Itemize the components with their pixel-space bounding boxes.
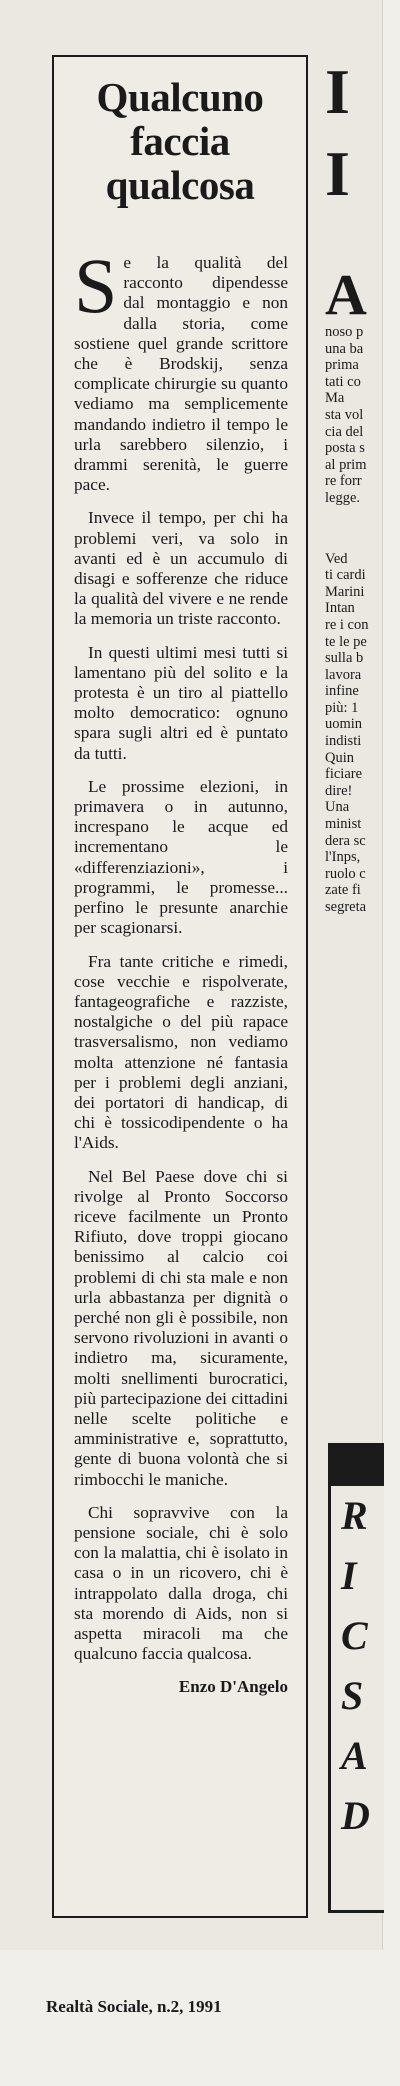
article-paragraph-5: Fra tante critiche e rimedi, cose vecchie e rispolverate, fantageografiche e razziste, nostalgiche o del più rapace trasversalismo, non vediamo molta attenzione né fantasia per i problemi degli anziani, dei portatori di handicap, di chi è tossicodipendente o ha l'Aids.	[74, 951, 288, 1153]
sidebar-letter: C	[341, 1613, 368, 1658]
article-paragraph-7: Chi sopravvive con la pensione sociale, chi è solo con la malattia, chi è isolato in casa o in un ricovero, chi è intrappolato dalla droga, chi sta morendo di Aids, non si aspetta miracoli ma che qualcuno faccia qualcosa.	[74, 1502, 288, 1664]
neighbor-text-line: cia del	[325, 423, 364, 440]
article-box	[52, 55, 308, 1918]
article-paragraph-2: Invece il tempo, per chi ha problemi veri, va solo in avanti ed è un accumulo di disagi e sofferenze che riduce la qualità del vivere e ne rende la memoria un triste racconto.	[74, 508, 288, 629]
source-caption: Realtà Sociale, n.2, 1991	[46, 1997, 222, 2016]
neighbor-text-line: l'Inps,	[325, 849, 361, 866]
sidebar-letters	[331, 1486, 384, 1846]
article-paragraph-1: Se la qualità del racconto dipendesse dal montaggio e non dalla storia, come sostiene quel grande scrittore che è Brodskij, senza complicate chirurgie su quanto vediamo ma semplicemente mandando indietro il tempo le urla sarebbero silenzio, i drammi serenità, le guerre pace.	[74, 242, 288, 495]
neighbor-text-line: lavora	[325, 666, 362, 683]
sidebar-letter: S	[341, 1673, 364, 1718]
neighbor-text-line: sulla b	[325, 650, 364, 667]
article-title: Qualcuno faccia qualcosa	[96, 74, 264, 208]
article-paragraph-3: In questi ultimi mesi tutti si lamentano più del solito e la protesta è un tiro al piattello molto democratico: ognuno spara sugli altri ed è puntato da tutti.	[74, 642, 288, 763]
neighbor-text-line: Intan	[325, 600, 355, 617]
neighbor-column	[325, 60, 385, 1280]
sidebar-letter: D	[341, 1793, 370, 1838]
neighbor-text-line: segreta	[325, 899, 367, 915]
neighbor-text-line: re i con	[325, 616, 369, 633]
sidebar-header-bar	[331, 1446, 384, 1486]
neighbor-sidebar-box	[328, 1443, 384, 1913]
neighbor-text-line: più: 1	[325, 699, 359, 716]
neighbor-heading-letter: I	[325, 60, 350, 127]
neighbor-text-line: dire!	[325, 782, 353, 799]
neighbor-text-line: dera sc	[325, 832, 366, 849]
drop-cap: S	[74, 242, 118, 329]
neighbor-text-line: sta vol	[325, 406, 364, 423]
neighbor-text-line: Ved	[325, 550, 348, 567]
neighbor-text-line: una ba	[325, 340, 364, 357]
article-body	[74, 242, 288, 1697]
neighbor-text-line: ti cardi	[325, 567, 366, 584]
neighbor-heading-letter: I	[325, 138, 350, 209]
neighbor-text-line: Una	[325, 799, 350, 816]
neighbor-text-line: prima	[325, 357, 359, 374]
neighbor-text-line: infine	[325, 683, 359, 700]
neighbor-text-line: uomin	[325, 716, 363, 733]
neighbor-text-line: tati co	[325, 373, 361, 390]
neighbor-text-line: ficiare	[325, 766, 363, 783]
article-paragraph-6: Nel Bel Paese dove chi si rivolge al Pronto Soccorso riceve facilmente un Pronto Rifiuto, dove troppi giocano benissimo al calcio coi problemi di chi sta male e non urla abbastanza per dignità o perché non gli è possibile, non servono rivoluzioni in avanti o indietro ma, sicuramente, molti snellimenti burocratici, più partecipazione dei cittadini nelle scelte politiche e amministrative e, soprattutto, gente di buona volontà che si rimbocchi le maniche.	[74, 1166, 288, 1489]
neighbor-text-line: re forr	[325, 473, 362, 490]
neighbor-text-line: Quin	[325, 749, 354, 766]
neighbor-text	[325, 324, 385, 916]
article-author: Enzo D'Angelo	[178, 1677, 288, 1697]
neighbor-text-line: minist	[325, 816, 362, 833]
neighbor-text-line: al prim	[325, 456, 367, 473]
neighbor-text-line	[325, 523, 385, 535]
sidebar-letter: I	[341, 1553, 357, 1598]
sidebar-letter: R	[341, 1493, 368, 1538]
article-paragraph-4: Le prossime elezioni, in primavera o in autunno, increspano le acque ed incrementano le «differenziazioni», i programmi, le promesse... perfino le presunte anarchie per scagionarsi.	[74, 776, 288, 938]
neighbor-text-line: legge.	[325, 489, 361, 506]
neighbor-section-letter: A	[325, 262, 367, 327]
neighbor-text-line: indisti	[325, 733, 362, 750]
neighbor-text-line: Ma	[325, 390, 345, 407]
neighbor-text-line: ruolo c	[325, 865, 366, 882]
neighbor-text-line: te le pe	[325, 633, 367, 650]
neighbor-text-line: posta s	[325, 440, 365, 457]
neighbor-text-line: Marini	[325, 583, 365, 600]
neighbor-text-line: zate fi	[325, 882, 361, 899]
sidebar-letter: A	[341, 1733, 368, 1778]
neighbor-text-line: noso p	[325, 324, 364, 340]
